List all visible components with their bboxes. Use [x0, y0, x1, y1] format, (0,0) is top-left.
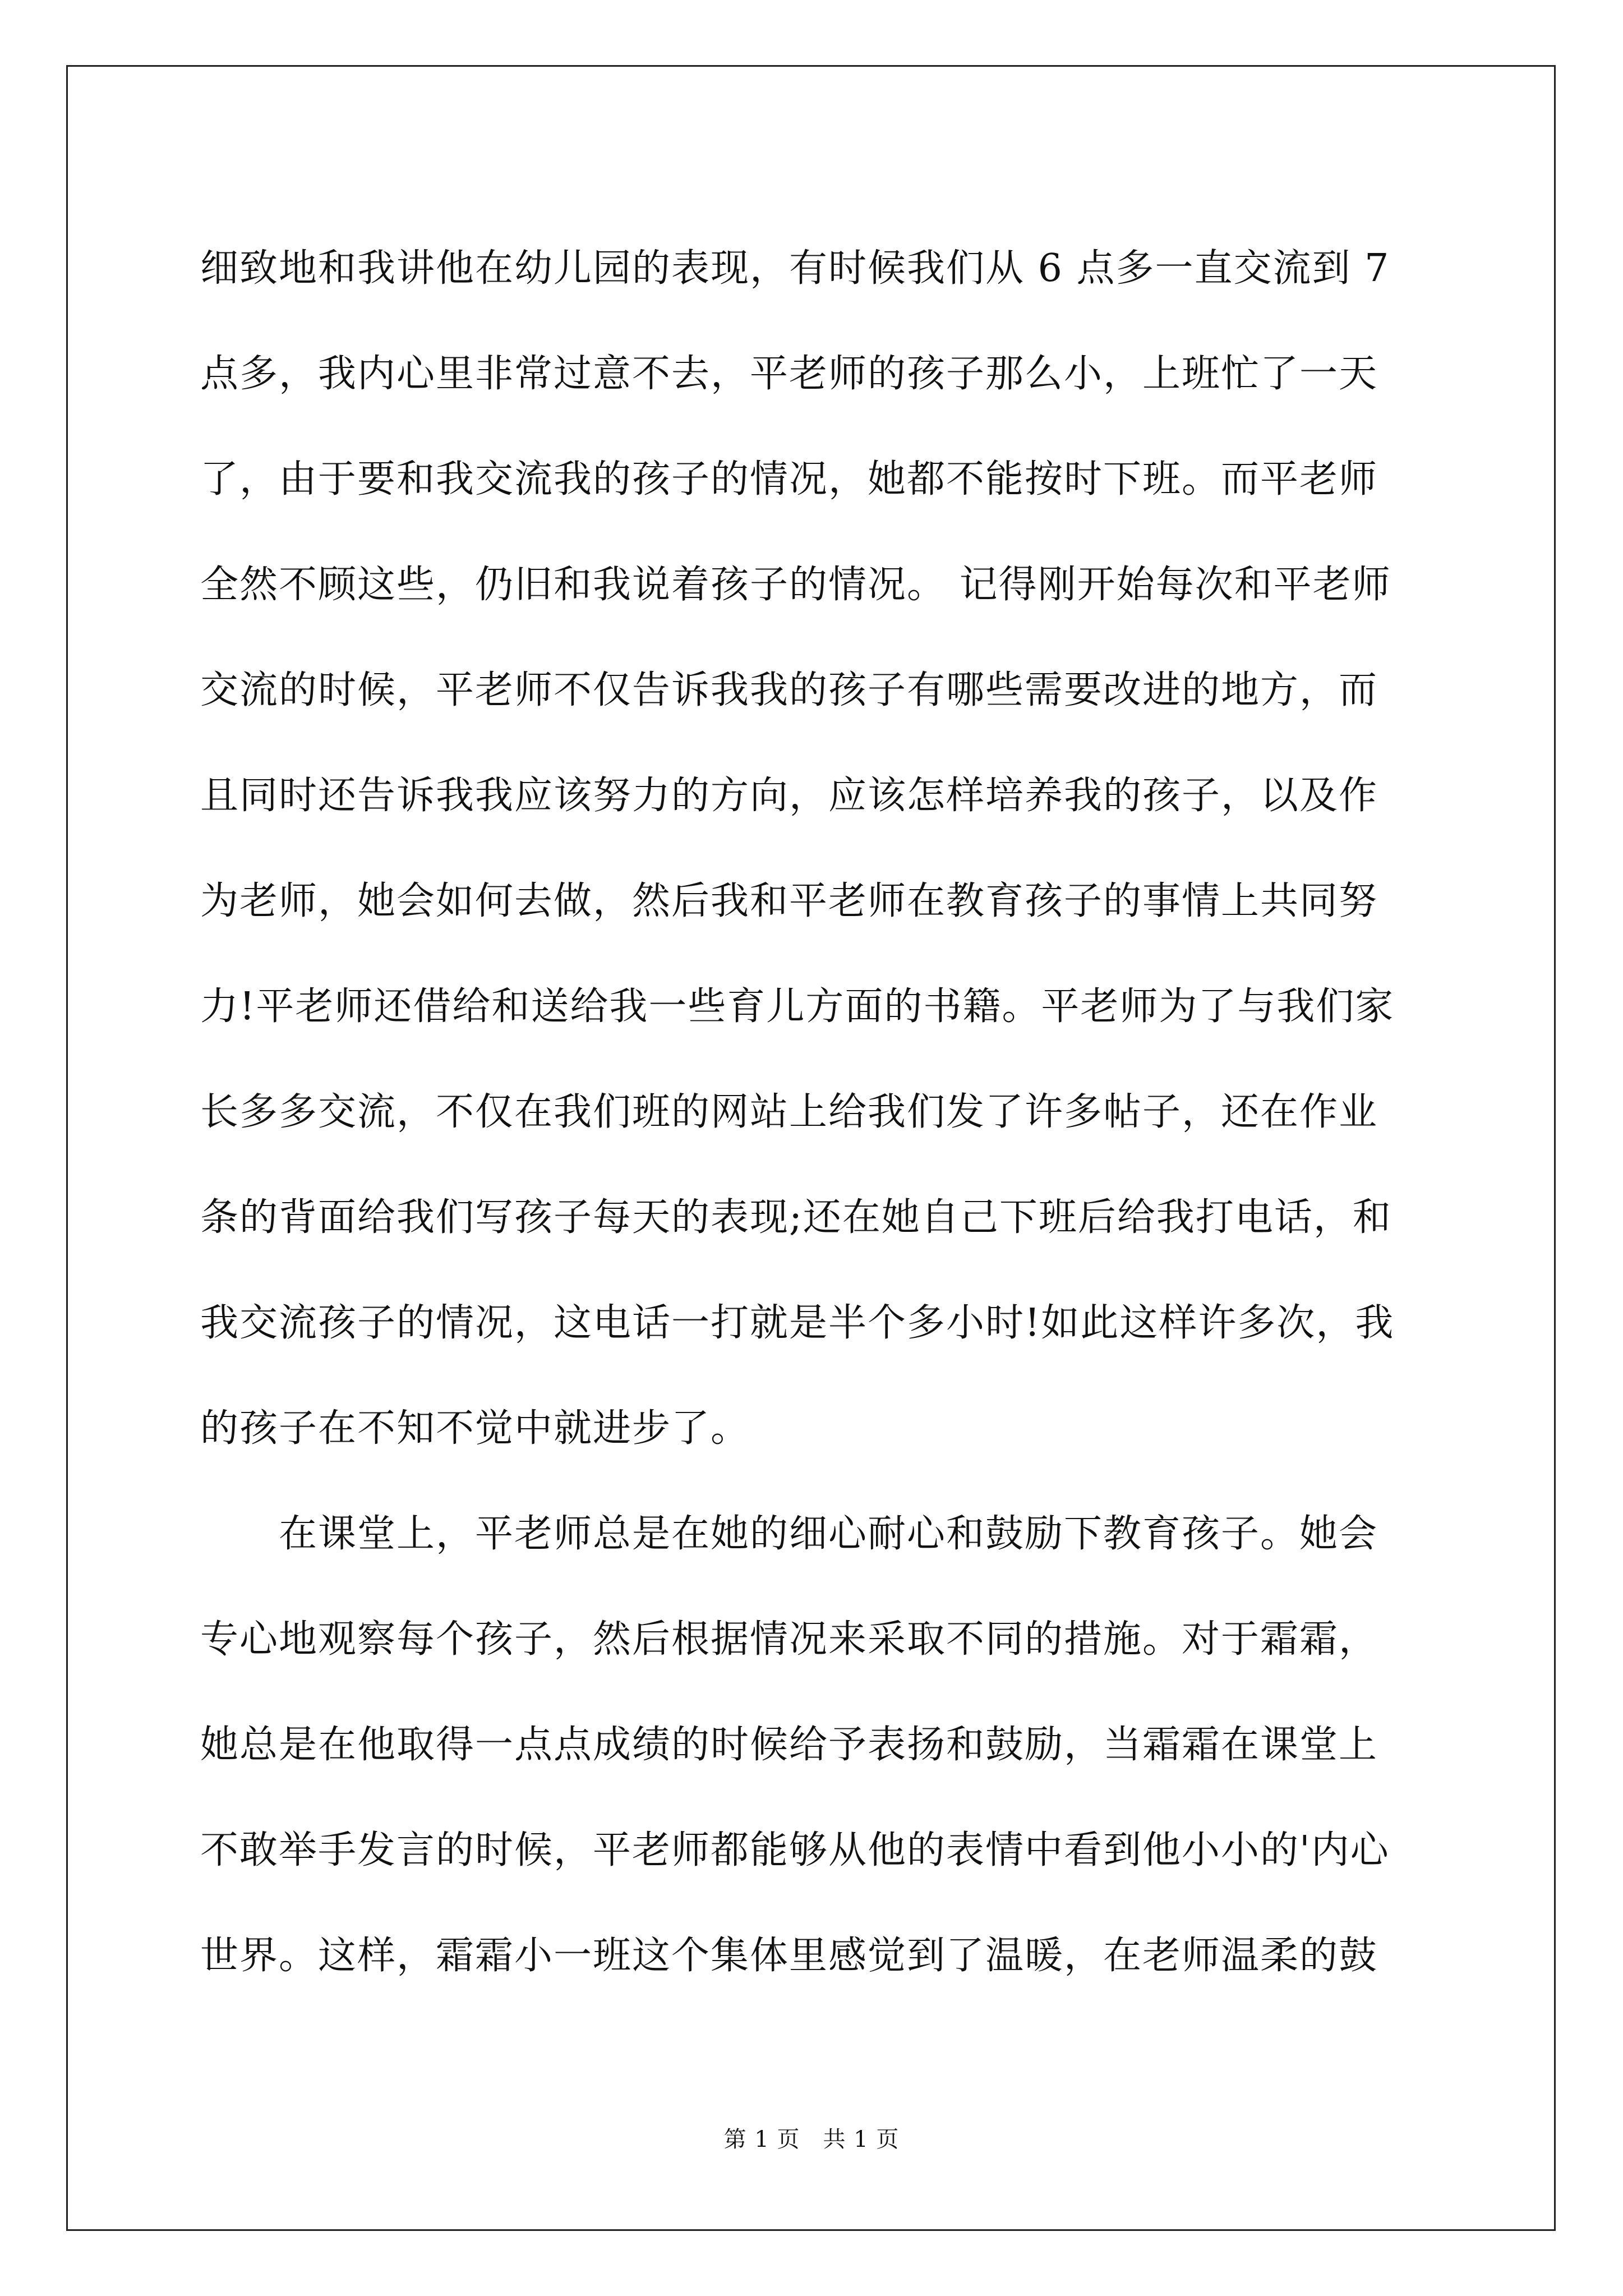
- paragraph-2: [200, 1481, 1423, 2009]
- text-line: 细致地和我讲他在幼儿园的表现，有时候我们从 6 点多一直交流到 7: [200, 246, 1390, 291]
- text-line: 且同时还告诉我我应该努力的方向，应该怎样培养我的孩子，以及作: [200, 774, 1378, 818]
- text-line: 了，由于要和我交流我的孩子的情况，她都不能按时下班。而平老师: [200, 457, 1378, 501]
- document-body: [200, 216, 1423, 2009]
- text-line: 我交流孩子的情况，这电话一打就是半个多小时!如此这样许多次，我: [200, 1301, 1395, 1345]
- text-line: 力!平老师还借给和送给我一些育儿方面的书籍。平老师为了与我们家: [200, 984, 1395, 1029]
- text-line: 不敢举手发言的时候，平老师都能够从他的表情中看到他小小的'内心: [200, 1828, 1390, 1872]
- text-line: 交流的时候，平老师不仅告诉我我的孩子有哪些需要改进的地方，而: [200, 668, 1378, 712]
- text-line: 在课堂上，平老师总是在她的细心耐心和鼓励下教育孩子。她会: [279, 1512, 1378, 1556]
- text-line: 的孩子在不知不觉中就进步了。: [200, 1406, 750, 1451]
- text-line: 她总是在他取得一点点成绩的时候给予表扬和鼓励，当霜霜在课堂上: [200, 1723, 1378, 1767]
- page-number-footer: 第 1 页 共 1 页: [723, 2127, 900, 2152]
- text-line: 点多，我内心里非常过意不去，平老师的孩子那么小，上班忙了一天: [200, 352, 1378, 396]
- text-line: 世界。这样，霜霜小一班这个集体里感觉到了温暖，在老师温柔的鼓: [200, 1934, 1378, 1978]
- text-line: 为老师，她会如何去做，然后我和平老师在教育孩子的事情上共同努: [200, 879, 1378, 923]
- text-line: 全然不顾这些，仍旧和我说着孩子的情况。 记得刚开始每次和平老师: [200, 563, 1391, 607]
- text-line: 长多多交流，不仅在我们班的网站上给我们发了许多帖子，还在作业: [200, 1090, 1378, 1134]
- text-line: 专心地观察每个孩子，然后根据情况来采取不同的措施。对于霜霜，: [200, 1617, 1378, 1662]
- text-line: 条的背面给我们写孩子每天的表现;还在她自己下班后给我打电话，和: [200, 1195, 1392, 1240]
- paragraph-1: [200, 216, 1423, 1481]
